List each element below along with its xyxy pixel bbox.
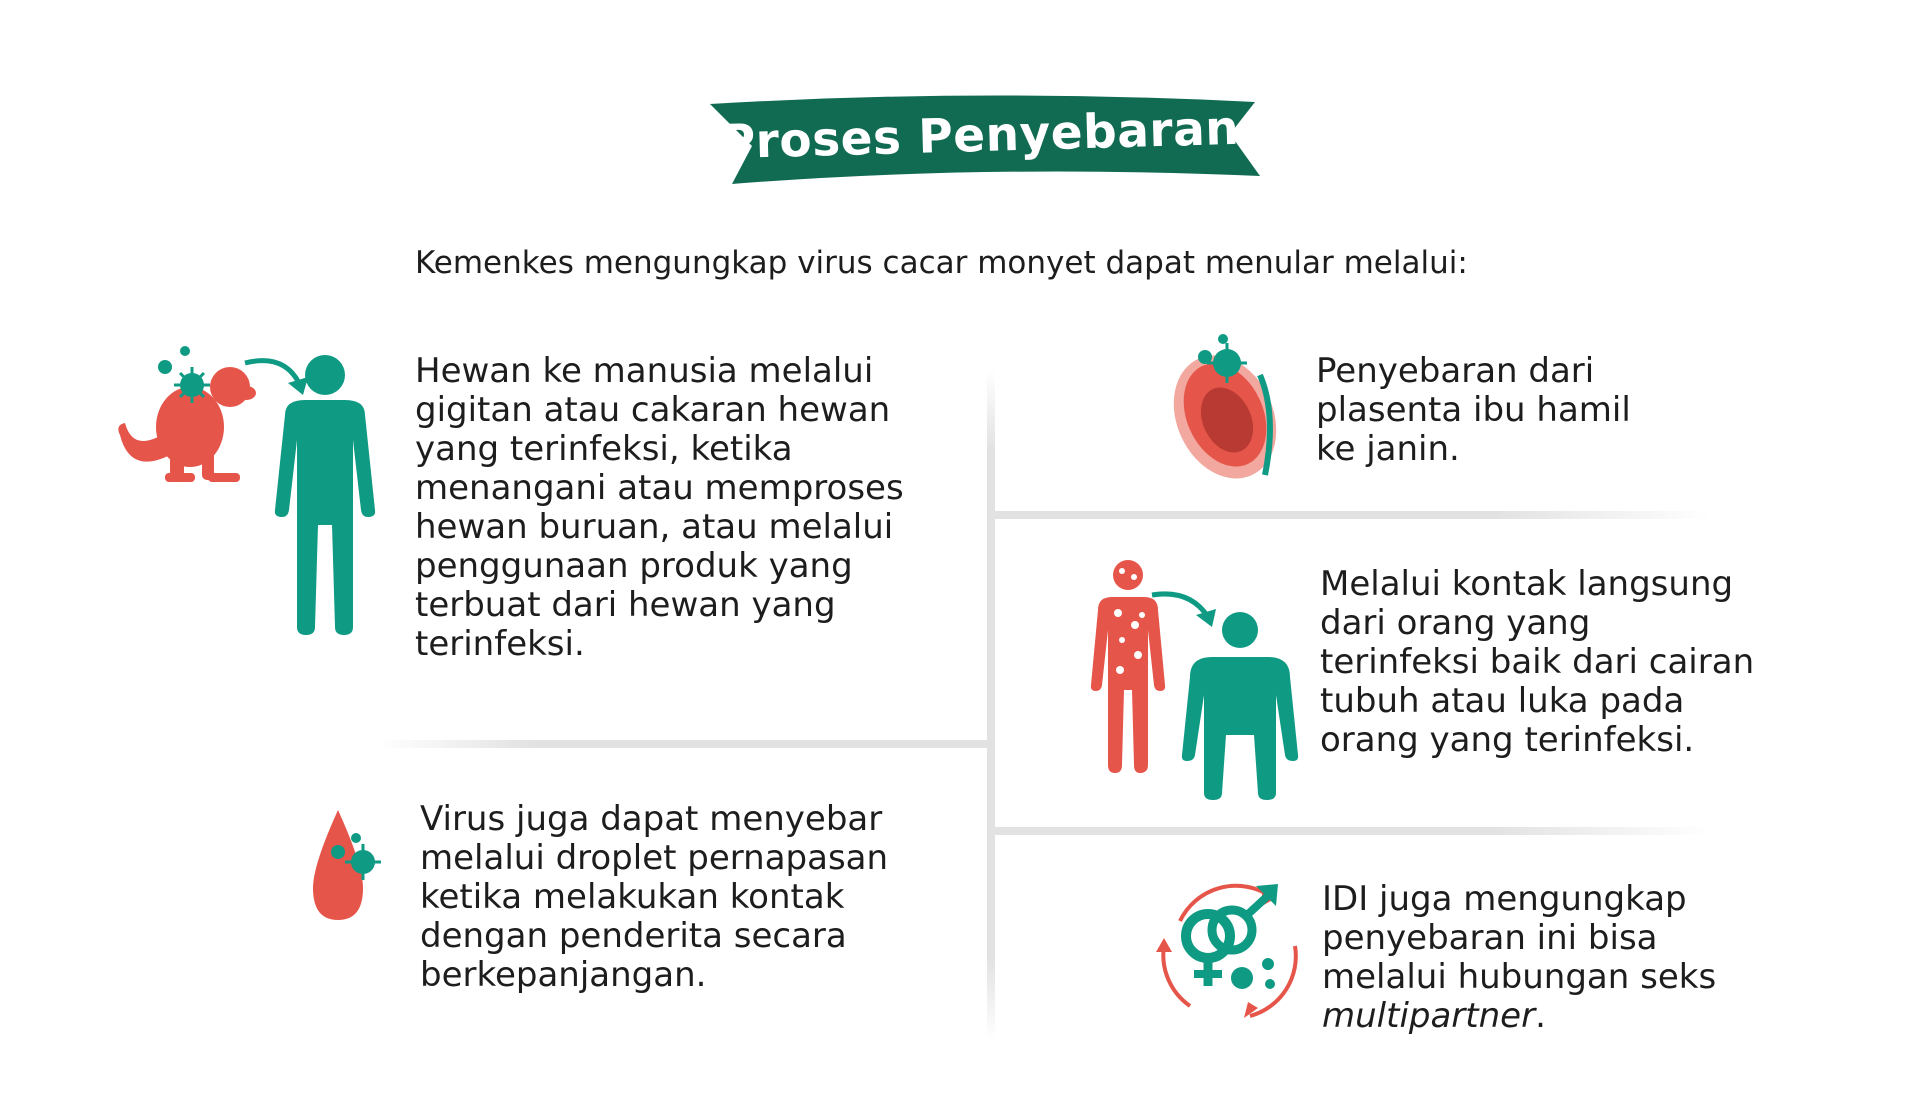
item-1-line: menangani atau memproses [415, 468, 904, 508]
item-1-line: gigitan atau cakaran hewan [415, 390, 891, 430]
item-4-line: dari orang yang [1320, 603, 1591, 643]
item-3-line: ke janin. [1316, 429, 1460, 469]
italic-term: multipartner [1322, 996, 1536, 1036]
item-1-line: terinfeksi. [415, 624, 585, 664]
item-1-line: penggunaan produk yang [415, 546, 853, 586]
item-1-line: yang terinfeksi, ketika [415, 429, 793, 469]
item-3-line: plasenta ibu hamil [1316, 390, 1631, 430]
placenta-fetus-icon [1165, 335, 1295, 485]
item-1-line: terbuat dari hewan yang [415, 585, 836, 625]
vertical-divider [987, 370, 995, 1040]
item-2-line: melalui droplet pernapasan [420, 838, 889, 878]
item-2-line: dengan penderita secara [420, 916, 847, 956]
droplet-virus-icon [308, 810, 388, 920]
left-horizontal-divider [380, 740, 992, 748]
gender-symbols-cycle-icon [1150, 876, 1310, 1026]
item-4-line: tubuh atau luka pada [1320, 681, 1685, 721]
page-title: Proses Penyebaran [720, 100, 1240, 171]
item-4-line: terinfeksi baik dari cairan [1320, 642, 1755, 682]
item-5-line: IDI juga mengungkap [1322, 879, 1687, 919]
item-2-line: berkepanjangan. [420, 955, 707, 995]
item-5-suffix: . [1535, 996, 1546, 1036]
item-2-text [420, 800, 888, 995]
item-3-text [1316, 352, 1631, 469]
item-3-line: Penyebaran dari [1316, 351, 1595, 391]
item-5-line: penyebaran ini bisa [1322, 918, 1658, 958]
item-5-line-last [1322, 997, 1716, 1036]
item-1-line: Hewan ke manusia melalui [415, 351, 874, 391]
item-1-text [415, 352, 904, 664]
monkey-to-human-icon [110, 345, 390, 635]
item-5-line: melalui hubungan seks [1322, 957, 1717, 997]
item-1-line: hewan buruan, atau melalui [415, 507, 894, 547]
right-horizontal-divider-1 [990, 511, 1710, 519]
item-5-text [1322, 880, 1716, 1036]
item-2-line: ketika melakukan kontak [420, 877, 845, 917]
item-4-line: Melalui kontak langsung [1320, 564, 1734, 604]
item-2-line: Virus juga dapat menyebar [420, 799, 883, 839]
person-to-person-icon [1090, 555, 1300, 800]
right-horizontal-divider-2 [990, 827, 1710, 835]
intro-text: Kemenkes mengungkap virus cacar monyet dapat menular melalui: [415, 245, 1468, 281]
item-4-line: orang yang terinfeksi. [1320, 720, 1695, 760]
item-4-text [1320, 565, 1754, 760]
